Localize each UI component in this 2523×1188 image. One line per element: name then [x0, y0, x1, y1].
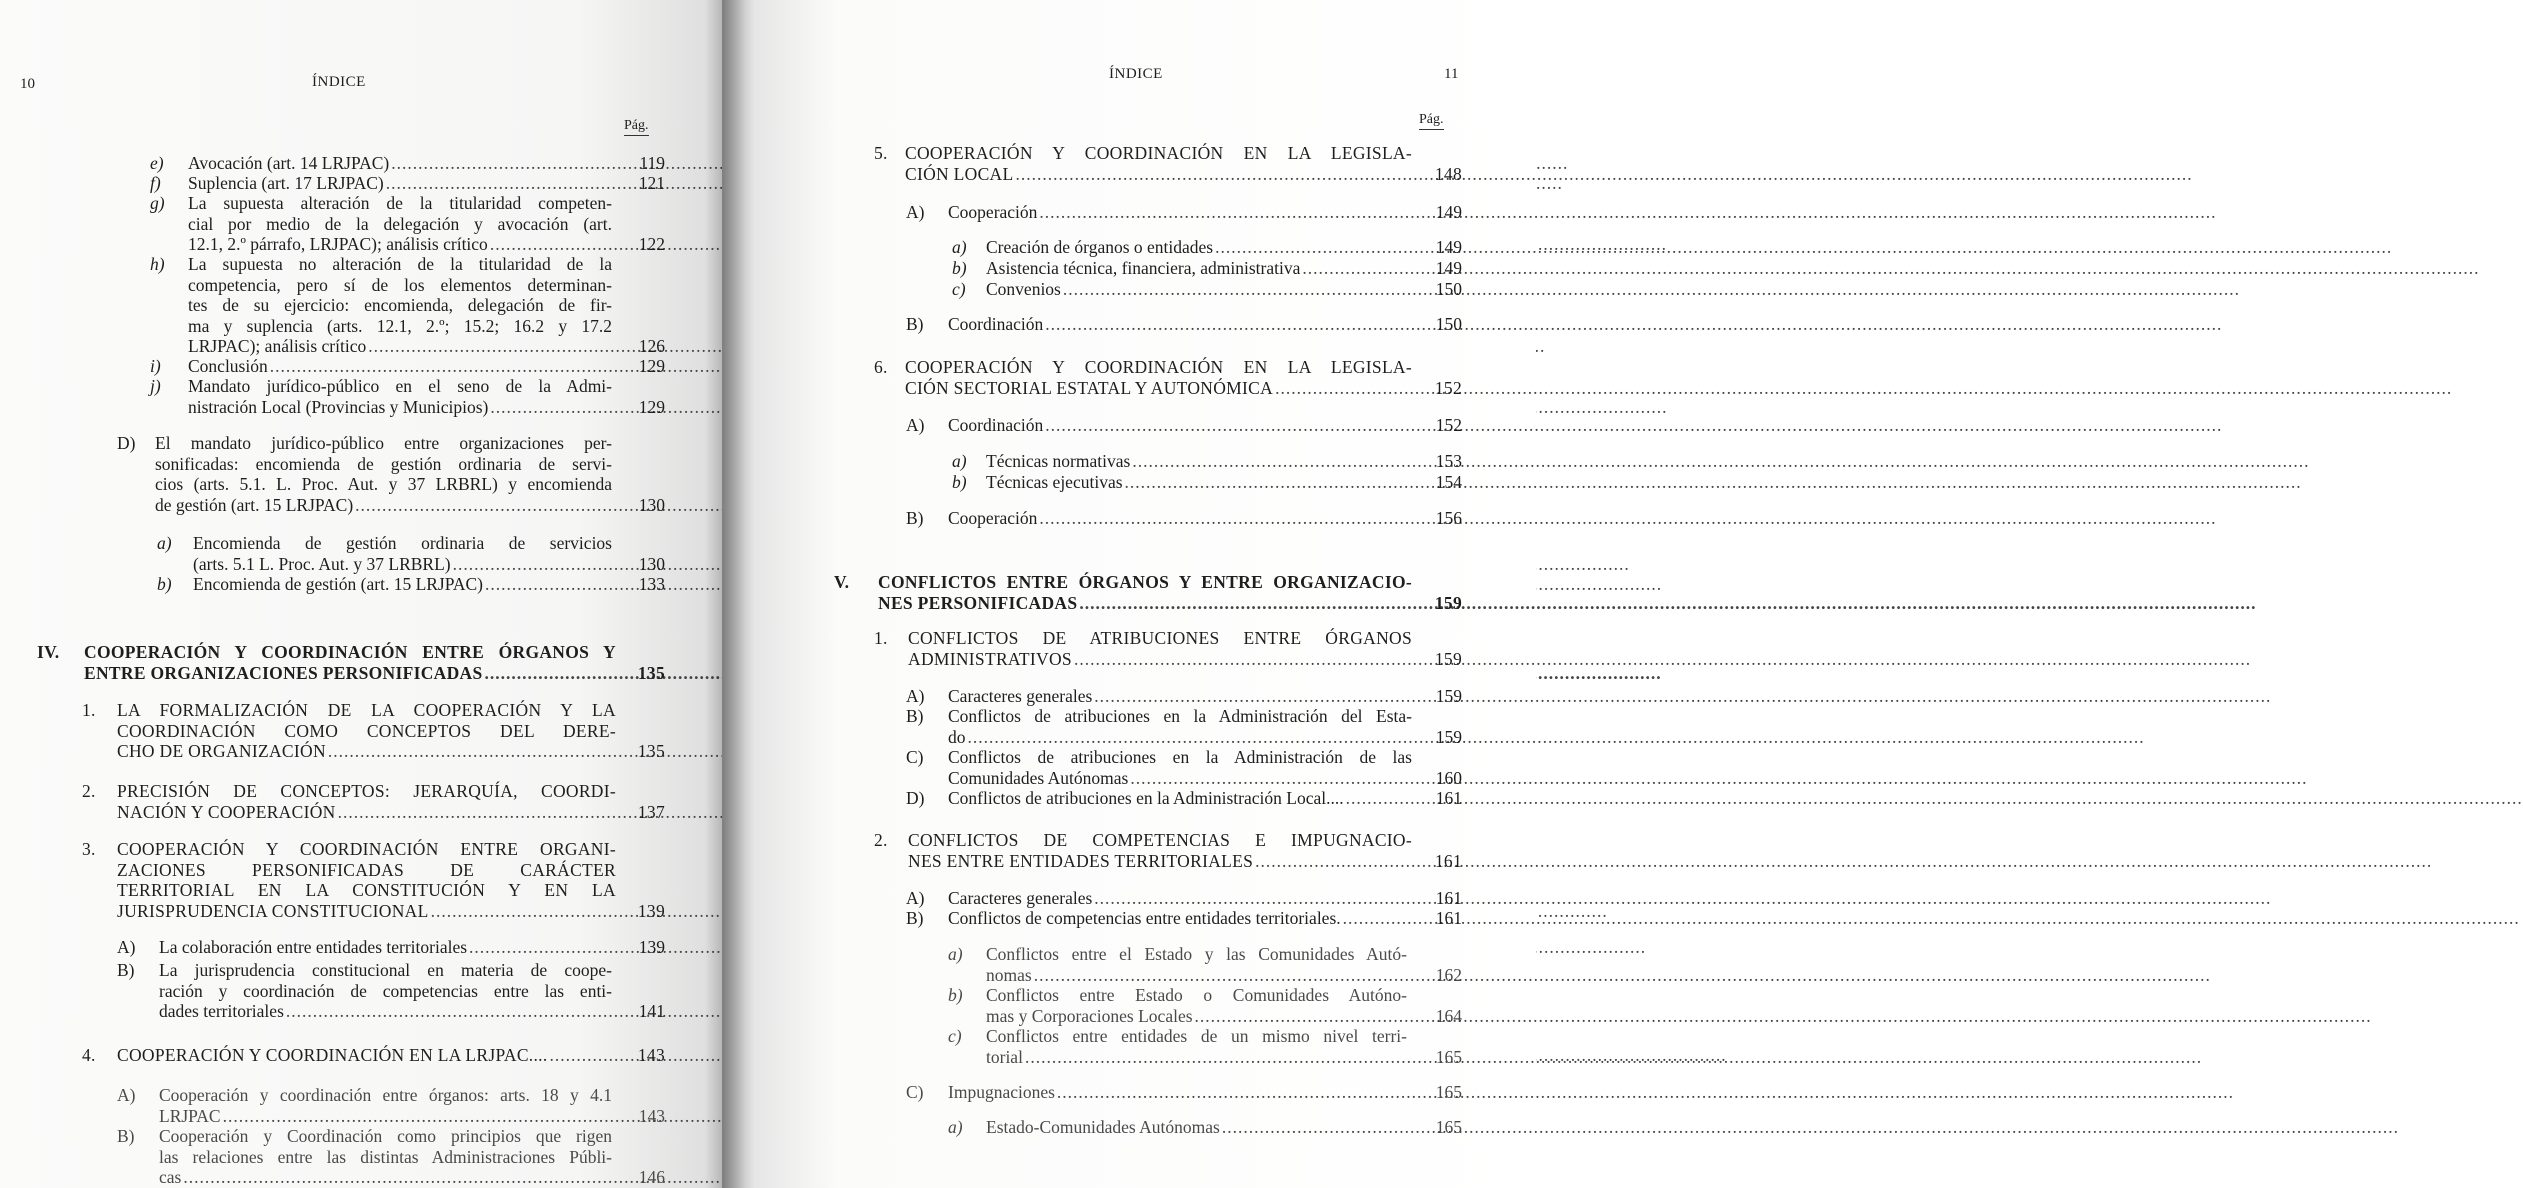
toc-entry-marker: c)	[948, 1026, 962, 1046]
toc-entry-marker: V.	[834, 572, 850, 592]
toc-entry	[906, 508, 1462, 529]
toc-entry-line: Comunidades Autónomas .....	[948, 768, 1412, 789]
toc-entry-marker: D)	[117, 433, 136, 453]
toc-entry-line: dades territoriales .....	[159, 1001, 612, 1022]
toc-entry-marker: IV.	[37, 642, 60, 662]
toc-entry-page: 129	[638, 356, 665, 376]
toc-entry	[150, 193, 665, 255]
dot-leader	[1130, 768, 2307, 789]
book-gutter-shadow	[705, 0, 745, 1188]
toc-entry	[952, 237, 1462, 258]
toc-entry-line: Encomienda de gestión ordinaria de servicios	[193, 533, 612, 553]
toc-entry-line: Mandato jurídico-público en el seno de la Admi-	[188, 376, 612, 396]
toc-entry-line: ma y suplencia (arts. 12.1, 2.º; 15.2; 16.2 y 17.2	[188, 315, 612, 336]
toc-entry-line: cios (arts. 5.1. L. Proc. Aut. y 37 LRBRL) y encomienda	[155, 474, 612, 494]
toc-entry-line: competencia, pero sí de los elementos determinan-	[188, 274, 612, 295]
toc-entry	[874, 628, 1462, 669]
toc-entry-page: 119	[639, 153, 665, 173]
toc-entry	[150, 254, 665, 357]
toc-entry-line: Coordinación .....	[948, 314, 1412, 335]
toc-entry	[906, 908, 1462, 929]
toc-entry-page: 161	[1435, 788, 1462, 808]
toc-entry-marker: e)	[150, 153, 164, 173]
toc-entry-page: 165	[1435, 1117, 1462, 1137]
toc-entry-line: Convenios .....	[986, 279, 1409, 300]
dot-leader	[1132, 451, 2309, 472]
toc-entry	[117, 1085, 665, 1126]
toc-entry-line: LRJPAC); análisis crítico .....	[188, 336, 612, 357]
toc-entry-line: ración y coordinación de competencias entre las enti-	[159, 980, 612, 1001]
toc-entry-line: Impugnaciones .....	[948, 1082, 1412, 1103]
toc-entry-line: (arts. 5.1 L. Proc. Aut. y 37 LRBRL) .....	[193, 554, 612, 575]
running-header: ÍNDICE	[1109, 66, 1163, 82]
toc-entry-page: 126	[638, 336, 665, 356]
toc-entry-line: COORDINACIÓN COMO CONCEPTOS DEL DERE-	[117, 720, 616, 741]
toc-entry	[906, 202, 1462, 223]
toc-entry	[82, 700, 665, 762]
toc-entry-line: nomas .....	[986, 965, 1407, 986]
toc-entry-line: Asistencia técnica, financiera, administrativa .....	[986, 258, 1409, 279]
toc-entry	[150, 153, 665, 174]
dot-leader	[1034, 965, 2211, 986]
toc-entry	[948, 1117, 1462, 1138]
dot-leader	[1045, 314, 2222, 335]
toc-entry-line: TERRITORIAL EN LA CONSTITUCIÓN Y EN LA	[117, 880, 616, 900]
toc-entry-line: LA FORMALIZACIÓN DE LA COOPERACIÓN Y LA	[117, 700, 616, 720]
dot-leader	[1079, 593, 2256, 614]
toc-entry-page: 159	[1434, 592, 1462, 613]
toc-entry-line: NACIÓN Y COOPERACIÓN .....	[117, 802, 616, 823]
toc-entry-marker: b)	[157, 574, 172, 594]
toc-entry-page: 133	[638, 574, 665, 594]
toc-entry-line: Encomienda de gestión (art. 15 LRJPAC) .....	[193, 574, 612, 595]
dot-leader	[1125, 472, 2302, 493]
toc-entry-page: 161	[1435, 908, 1462, 928]
toc-entry-marker: B)	[906, 908, 924, 928]
toc-entry-line: COOPERACIÓN Y COORDINACIÓN EN LA LEGISLA-	[905, 357, 1412, 377]
toc-entry-line: COOPERACIÓN Y COORDINACIÓN ENTRE ORGANI-	[117, 839, 616, 859]
toc-entry-line: ADMINISTRATIVOS .....	[908, 649, 1412, 670]
toc-entry	[952, 472, 1462, 493]
toc-entry-page: 149	[1435, 258, 1462, 278]
toc-entry-marker: f)	[150, 173, 161, 193]
toc-entry-line: Cooperación .....	[948, 202, 1412, 223]
toc-entry	[82, 1045, 665, 1066]
toc-entry-page: 156	[1435, 508, 1462, 528]
toc-entry-page: 141	[638, 1001, 665, 1021]
dot-leader	[1039, 508, 2216, 529]
toc-entry-line: ENTRE ORGANIZACIONES PERSONIFICADAS .....	[84, 663, 616, 684]
toc-entry	[906, 706, 1462, 747]
toc-entry-line: mas y Corporaciones Locales .....	[986, 1006, 1407, 1027]
toc-entry-line: Conflictos de atribuciones en la Administración de las	[948, 747, 1412, 767]
toc-entry	[82, 839, 665, 921]
toc-entry-line: cial por medio de la delegación y avocación (art.	[188, 213, 612, 234]
toc-entry-marker: A)	[117, 937, 136, 957]
toc-entry-marker: B)	[906, 314, 924, 334]
toc-entry-page: 143	[638, 1105, 665, 1126]
toc-entry	[906, 747, 1462, 788]
dot-leader	[1195, 1006, 2372, 1027]
page-number: 10	[20, 76, 35, 92]
toc-entry-marker: A)	[117, 1085, 136, 1105]
toc-entry-line: LRJPAC .....	[159, 1106, 612, 1127]
toc-entry-line: las relaciones entre las distintas Administraciones Públi-	[159, 1146, 612, 1167]
toc-entry-marker: 5.	[874, 143, 888, 163]
running-header: ÍNDICE	[312, 74, 366, 90]
toc-entry-marker: B)	[117, 1126, 135, 1146]
dot-leader	[1039, 202, 2216, 223]
toc-entry-line: La supuesta alteración de la titularidad competen-	[188, 193, 612, 213]
dot-leader	[1343, 908, 2520, 929]
toc-entry-line: La supuesta no alteración de la titularidad de la	[188, 254, 612, 274]
toc-entry-line: Cooperación y Coordinación como principios que rigen	[159, 1126, 612, 1146]
toc-entry	[906, 788, 1462, 809]
toc-entry-page: 159	[1435, 726, 1462, 747]
dot-leader	[1057, 1082, 2234, 1103]
toc-entry-line: Cooperación y coordinación entre órganos: arts. 18 y 4.1	[159, 1085, 612, 1105]
toc-entry	[906, 1082, 1462, 1103]
toc-entry	[952, 451, 1462, 472]
toc-entry-line: La colaboración entre entidades territoriales .....	[159, 937, 612, 958]
toc-entry	[117, 433, 665, 515]
toc-entry-line: Conflictos entre Estado o Comunidades Autóno-	[986, 985, 1407, 1005]
toc-entry-line: Conclusión .....	[188, 356, 612, 377]
toc-entry-line: Suplencia (art. 17 LRJPAC) .....	[188, 173, 612, 194]
toc-entry-marker: 4.	[82, 1045, 96, 1065]
toc-entry	[906, 415, 1462, 436]
dot-leader	[1045, 415, 2222, 436]
toc-entry-line: Coordinación .....	[948, 415, 1412, 436]
dot-leader	[1025, 1047, 2202, 1068]
dot-leader	[968, 727, 2145, 748]
toc-entry	[82, 781, 665, 822]
dot-leader	[1222, 1117, 2399, 1138]
toc-entry-page: 161	[1435, 888, 1462, 908]
right-page	[722, 0, 1536, 1188]
toc-entry-marker: A)	[906, 415, 925, 435]
toc-entry-marker: a)	[952, 237, 967, 257]
toc-entry	[874, 143, 1462, 184]
toc-entry-marker: b)	[948, 985, 963, 1005]
toc-entry-line: Conflictos entre entidades de un mismo nivel terri-	[986, 1026, 1407, 1046]
toc-entry-page: 130	[638, 494, 665, 515]
toc-entry	[874, 357, 1462, 398]
toc-entry-line: Técnicas ejecutivas .....	[986, 472, 1412, 493]
dot-leader	[1302, 258, 2479, 279]
toc-entry-marker: a)	[948, 944, 963, 964]
toc-entry-marker: b)	[952, 472, 967, 492]
toc-entry-marker: 3.	[82, 839, 96, 859]
toc-entry-line: NES ENTRE ENTIDADES TERRITORIALES .....	[908, 851, 1412, 872]
toc-entry-marker: g)	[150, 193, 165, 213]
toc-entry-line: CONFLICTOS ENTRE ÓRGANOS Y ENTRE ORGANIZACIO-	[878, 572, 1412, 592]
toc-entry-marker: A)	[906, 888, 925, 908]
toc-entry-line: COOPERACIÓN Y COORDINACIÓN ENTRE ÓRGANOS Y	[84, 642, 616, 662]
toc-entry-line: CIÓN LOCAL .....	[905, 164, 1412, 185]
toc-entry-page: 129	[638, 396, 665, 417]
toc-entry-page: 160	[1435, 767, 1462, 788]
dot-leader	[1346, 788, 2523, 809]
toc-entry-line: cas .....	[159, 1167, 612, 1188]
toc-entry-line: do .....	[948, 727, 1412, 748]
toc-entry-line: Conflictos de atribuciones en la Administración Local.... .....	[948, 788, 1412, 809]
toc-entry-line: CONFLICTOS DE COMPETENCIAS E IMPUGNACIO-	[908, 830, 1412, 850]
toc-entry-marker: 2.	[874, 830, 888, 850]
toc-entry-line: tes de su ejercicio: encomienda, delegación de fir-	[188, 295, 612, 315]
toc-entry-marker: B)	[906, 706, 924, 726]
toc-entry-page: 139	[638, 937, 665, 957]
dot-leader	[1094, 686, 2271, 707]
toc-entry	[157, 574, 665, 595]
toc-entry-line: Conflictos de competencias entre entidades territoriales. .....	[948, 908, 1412, 929]
toc-entry-marker: a)	[948, 1117, 963, 1137]
toc-entry	[906, 686, 1462, 707]
toc-entry-line: de gestión (art. 15 LRJPAC) .....	[155, 495, 612, 516]
toc-entry-marker: c)	[952, 279, 966, 299]
toc-entry-page: 137	[637, 801, 665, 822]
toc-entry-marker: h)	[150, 254, 165, 274]
toc-entry-page: 153	[1435, 451, 1462, 471]
toc-entry-page: 135	[637, 662, 665, 683]
toc-entry-line: NES PERSONIFICADAS .....	[878, 593, 1412, 614]
toc-entry-line: Estado-Comunidades Autónomas .....	[986, 1117, 1407, 1138]
toc-entry-line: 12.1, 2.º párrafo, LRJPAC); análisis crítico .....	[188, 234, 612, 255]
toc-entry-page: 149	[1435, 237, 1462, 257]
toc-entry-line: Avocación (art. 14 LRJPAC) .....	[188, 153, 612, 174]
toc-entry-page: 143	[637, 1045, 665, 1065]
toc-entry-line: JURISPRUDENCIA CONSTITUCIONAL .....	[117, 901, 616, 922]
toc-entry-page: 164	[1435, 1005, 1462, 1026]
toc-entry-page: 154	[1435, 472, 1462, 492]
dot-leader	[1015, 164, 2192, 185]
toc-entry-line: Caracteres generales .....	[948, 686, 1412, 707]
toc-entry	[906, 314, 1462, 335]
toc-entry	[150, 173, 665, 194]
toc-entry-page: 130	[638, 553, 665, 574]
page-column-label: Pág.	[624, 118, 649, 136]
toc-entry-marker: 2.	[82, 781, 96, 801]
toc-entry-page: 149	[1435, 202, 1462, 222]
toc-entry-line: COOPERACIÓN Y COORDINACIÓN EN LA LRJPAC.... .....	[117, 1045, 616, 1066]
toc-entry	[117, 1126, 665, 1188]
toc-entry-marker: j)	[150, 376, 161, 396]
toc-entry-marker: a)	[952, 451, 967, 471]
toc-entry-marker: b)	[952, 258, 967, 278]
toc-entry-page: 165	[1435, 1046, 1462, 1067]
toc-entry-marker: A)	[906, 202, 925, 222]
toc-entry-line: Cooperación .....	[948, 508, 1412, 529]
toc-entry-line: ZACIONES PERSONIFICADAS DE CARÁCTER	[117, 859, 616, 880]
toc-entry-marker: a)	[157, 533, 172, 553]
toc-entry-page: 148	[1434, 163, 1462, 184]
toc-entry-line: nistración Local (Provincias y Municipios) .....	[188, 397, 612, 418]
dot-leader	[1074, 649, 2251, 670]
toc-entry-marker: i)	[150, 356, 161, 376]
toc-entry-marker: 1.	[874, 628, 888, 648]
toc-entry-line: Conflictos entre el Estado y las Comunidades Autó-	[986, 944, 1407, 964]
toc-entry-page: 159	[1435, 686, 1462, 706]
toc-entry-line: Técnicas normativas .....	[986, 451, 1412, 472]
dot-leader	[1255, 851, 2432, 872]
toc-entry-marker: 1.	[82, 700, 96, 720]
toc-entry-page: 159	[1434, 648, 1462, 669]
toc-entry-marker: D)	[906, 788, 925, 808]
dot-leader	[1063, 279, 2240, 300]
toc-entry	[906, 888, 1462, 909]
toc-entry	[948, 985, 1462, 1026]
toc-entry-page: 135	[637, 741, 665, 761]
page-column-label: Pág.	[1419, 112, 1444, 130]
toc-entry	[874, 830, 1462, 871]
toc-entry-line: Caracteres generales .....	[948, 888, 1412, 909]
page-number: 11	[1444, 66, 1459, 82]
toc-entry	[117, 960, 665, 1022]
toc-entry	[150, 356, 665, 377]
toc-entry-line: La jurisprudencia constitucional en materia de coope-	[159, 960, 612, 980]
toc-entry	[150, 376, 665, 417]
dot-leader	[1215, 237, 2392, 258]
toc-entry-marker: B)	[117, 960, 135, 980]
toc-entry-line: CONFLICTOS DE ATRIBUCIONES ENTRE ÓRGANOS	[908, 628, 1412, 648]
toc-entry	[37, 642, 665, 683]
toc-entry	[948, 944, 1462, 985]
toc-entry-line: El mandato jurídico-público entre organizaciones per-	[155, 433, 612, 453]
toc-entry-page: 146	[638, 1167, 665, 1187]
toc-entry-line: CIÓN SECTORIAL ESTATAL Y AUTONÓMICA .....	[905, 378, 1412, 399]
toc-entry-page: 162	[1435, 964, 1462, 985]
toc-entry	[952, 279, 1462, 300]
toc-entry-page: 150	[1435, 314, 1462, 334]
toc-entry-line: Creación de órganos o entidades .....	[986, 237, 1409, 258]
toc-entry-line: torial .....	[986, 1047, 1407, 1068]
toc-entry	[834, 572, 1462, 613]
toc-entry-marker: A)	[906, 686, 925, 706]
toc-entry-page: 152	[1434, 377, 1462, 398]
toc-entry-marker: C)	[906, 747, 924, 767]
dot-leader	[1094, 888, 2271, 909]
toc-entry	[948, 1026, 1462, 1067]
toc-entry	[117, 937, 665, 958]
toc-entry-page: 165	[1435, 1082, 1462, 1102]
toc-entry-line: CHO DE ORGANIZACIÓN .....	[117, 741, 616, 762]
toc-entry-page: 161	[1434, 850, 1462, 871]
toc-entry-line: sonificadas: encomienda de gestión ordinaria de servi-	[155, 453, 612, 474]
toc-entry-marker: 6.	[874, 357, 888, 377]
toc-entry-line: Conflictos de atribuciones en la Administración del Esta-	[948, 706, 1412, 726]
toc-entry-marker: C)	[906, 1082, 924, 1102]
toc-entry	[952, 258, 1462, 279]
toc-entry-page: 121	[638, 173, 665, 193]
toc-entry-page: 152	[1435, 415, 1462, 435]
toc-entry-page: 139	[637, 900, 665, 921]
toc-entry-line: PRECISIÓN DE CONCEPTOS: JERARQUÍA, COORDI-	[117, 781, 616, 801]
toc-entry-marker: B)	[906, 508, 924, 528]
toc-entry-page: 122	[638, 234, 665, 254]
toc-entry-line: COOPERACIÓN Y COORDINACIÓN EN LA LEGISLA-	[905, 143, 1412, 163]
left-page	[0, 0, 722, 1188]
toc-entry-page: 150	[1435, 279, 1462, 299]
toc-entry	[157, 533, 665, 574]
